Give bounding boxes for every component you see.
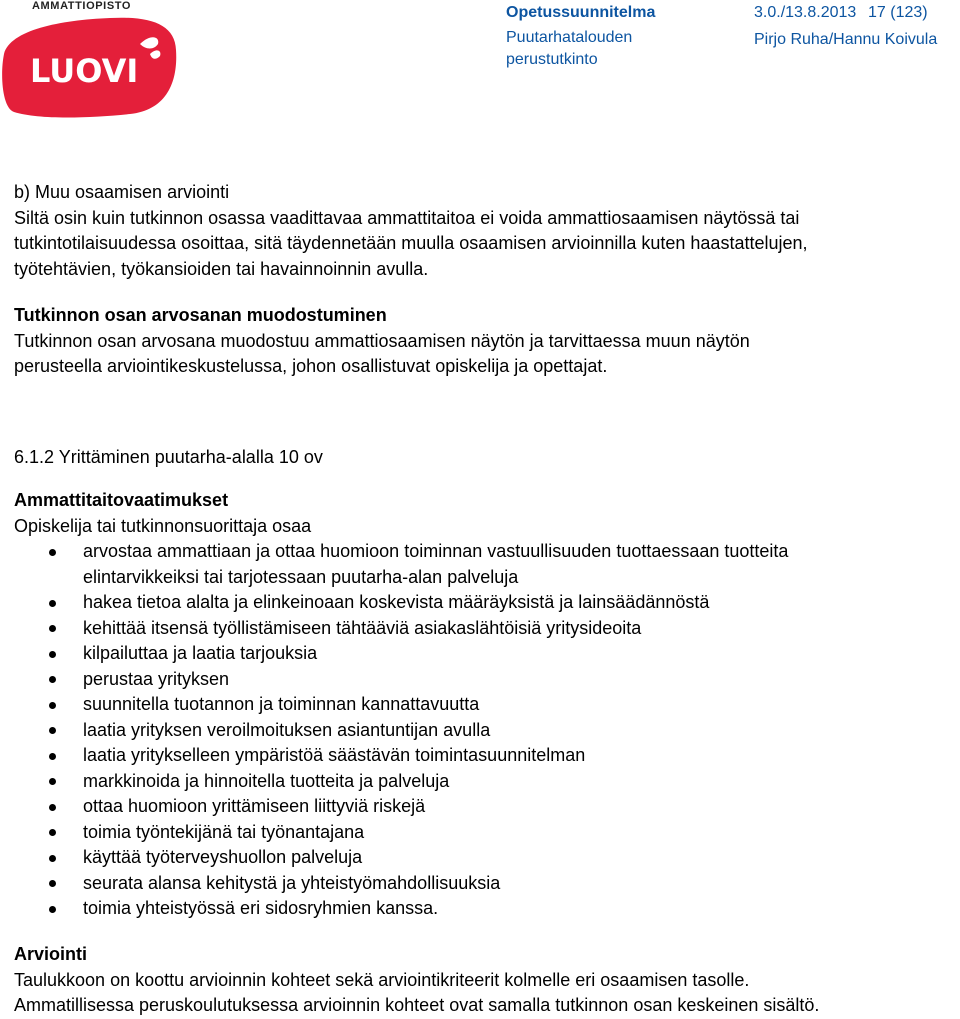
program-name (506, 27, 632, 71)
requirements-heading: Ammattitaitovaatimukset (14, 490, 229, 510)
list-item: toimia yhteistyössä eri sidosryhmien kanssa. (14, 896, 788, 922)
program-line-1: Puutarhatalouden (506, 29, 633, 46)
bullet-icon (49, 727, 56, 734)
list-item: laatia yritykselleen ympäristöä säästävän toimintasuunnitelman (14, 743, 788, 769)
list-item: toimia työntekijänä tai työnantajana (14, 820, 788, 846)
grade-formation-line-1: Tutkinnon osan arvosana muodostuu ammattiosaamisen näytön ja tarvittaessa muun näytön (14, 330, 750, 351)
list-item: käyttää työterveyshuollon palveluja (14, 845, 788, 871)
doc-title: Opetussuunnitelma (506, 4, 656, 21)
list-item: markkinoida ja hinnoitella tuotteita ja palveluja (14, 769, 788, 795)
module-title: 6.1.2 Yrittäminen puutarha-alalla 10 ov (14, 447, 323, 467)
assessment (14, 942, 819, 1019)
list-item: hakea tietoa alalta ja elinkeinoaan koskevista määräyksistä ja lainsäädännöstä (14, 590, 788, 616)
requirements (14, 488, 311, 539)
list-item: suunnitella tuotannon ja toiminnan kannattavuutta (14, 692, 788, 718)
luovi-logo-icon (0, 14, 180, 122)
grade-formation-line-2: perusteella arviointikeskustelussa, johon osallistuvat opiskelija ja opettajat. (14, 356, 608, 376)
section-b-heading: b) Muu osaamisen arviointi (14, 182, 230, 202)
bullet-icon (49, 880, 56, 887)
logo (0, 0, 180, 122)
list-item: kehittää itsensä työllistämiseen tähtääviä asiakaslähtöisiä yritysideoita (14, 616, 788, 642)
section-b (14, 180, 808, 282)
bullet-icon (49, 753, 56, 760)
logo-brand-text: LUOVI (30, 52, 139, 90)
bullet-icon (49, 855, 56, 862)
assessment-line-2: Ammatillisessa peruskoulutuksessa arvioinnin kohteet ovat samalla tutkinnon osan keskeinen sisältö. (14, 995, 820, 1015)
section-b-line-1: Siltä osin kuin tutkinnon osassa vaadittavaa ammattitaitoa ei voida ammattiosaamisen näytössä tai (14, 207, 800, 228)
list-item: arvostaa ammattiaan ja ottaa huomioon toiminnan vastuullisuuden tuottaessaan tuotteita elintarvikkeiksi tai tarjotessaan puutarha-alan palveluja (14, 539, 788, 590)
list-item: seurata alansa kehitystä ja yhteistyömahdollisuuksia (14, 871, 788, 897)
program-line-2: perustutkinto (506, 51, 598, 68)
list-item: laatia yrityksen veroilmoituksen asiantuntijan avulla (14, 718, 788, 744)
bullet-icon (49, 625, 56, 632)
bullet-icon (49, 804, 56, 811)
bullet-icon (49, 600, 56, 607)
doc-version: 3.0./13.8.2013 (754, 4, 857, 21)
assessment-line-1: Taulukkoon on koottu arvioinnin kohteet sekä arviointikriteerit kolmelle eri osaamisen tasolle. (14, 969, 750, 990)
list-item: perustaa yrityksen (14, 667, 788, 693)
logo-top-text: AMMATTIOPISTO (32, 0, 132, 12)
section-b-line-2: tutkintotilaisuudessa osoittaa, sitä täydennetään muulla osaamisen arvioinnilla kuten haastattelujen, (14, 233, 808, 253)
bullet-icon (49, 702, 56, 709)
list-item: kilpailuttaa ja laatia tarjouksia (14, 641, 788, 667)
grade-formation (14, 303, 750, 380)
bullet-icon (49, 549, 56, 556)
list-item: ottaa huomioon yrittämiseen liittyviä riskejä (14, 794, 788, 820)
bullet-icon (49, 778, 56, 785)
bullet-icon (49, 676, 56, 683)
section-b-line-3: työtehtävien, työkansioiden tai havainnoinnin avulla. (14, 258, 429, 279)
requirements-list (14, 539, 788, 922)
page-number: 17 (123) (868, 4, 928, 21)
assessment-heading: Arviointi (14, 944, 88, 964)
authors: Pirjo Ruha/Hannu Koivula (754, 31, 938, 48)
bullet-icon (49, 829, 56, 836)
bullet-icon (49, 906, 56, 913)
requirements-intro: Opiskelija tai tutkinnonsuorittaja osaa (14, 515, 312, 536)
bullet-icon (49, 651, 56, 658)
grade-formation-heading: Tutkinnon osan arvosanan muodostuminen (14, 305, 387, 325)
